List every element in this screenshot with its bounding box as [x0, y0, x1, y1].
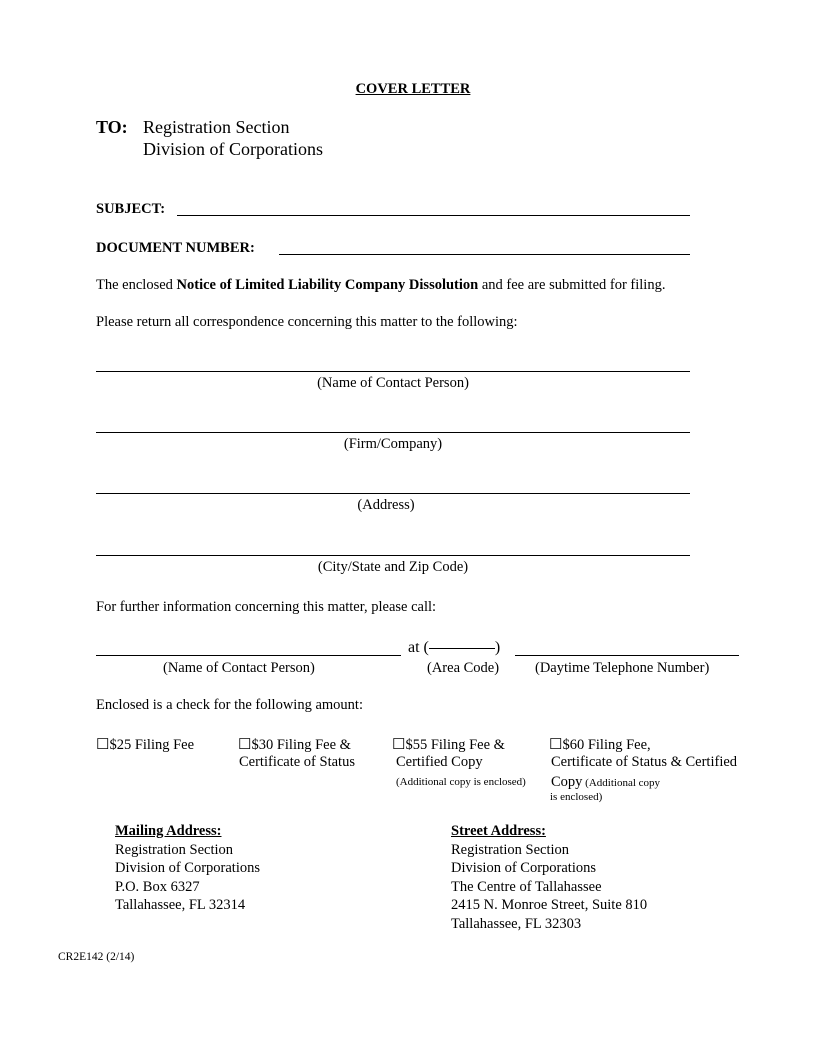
- area-code-caption: (Area Code): [427, 660, 500, 676]
- document-number-label: DOCUMENT NUMBER:: [96, 240, 255, 256]
- fee-option-label: $60 Filing Fee,: [562, 737, 651, 753]
- checkbox-icon[interactable]: ☐: [238, 737, 252, 753]
- document-number-field[interactable]: [279, 254, 690, 255]
- phone-contact-name-field[interactable]: [96, 655, 401, 656]
- address-field[interactable]: [96, 493, 690, 494]
- street-address-line: 2415 N. Monroe Street, Suite 810: [451, 897, 648, 913]
- to-line-1: Registration Section: [143, 117, 290, 137]
- street-address-line: The Centre of Tallahassee: [451, 878, 602, 895]
- fee-option-55-note: (Additional copy is enclosed): [396, 776, 526, 788]
- fee-option-60-line3: [551, 773, 660, 791]
- phone-intro: For further information concerning this matter, please call:: [96, 599, 437, 615]
- fee-option-30[interactable]: [238, 735, 351, 754]
- page-title: COVER LETTER: [355, 81, 471, 97]
- to-label: TO:: [96, 117, 128, 137]
- fee-option-label: $30 Filing Fee &: [251, 737, 351, 753]
- document-type: Notice of Limited Liability Company Dissolution: [176, 277, 479, 293]
- at-suffix: ): [494, 639, 501, 656]
- city-state-zip-field[interactable]: [96, 555, 690, 556]
- mailing-address-line: P.O. Box 6327: [115, 878, 200, 895]
- mailing-address-line: Tallahassee, FL 32314: [115, 897, 246, 913]
- mailing-address-line: Registration Section: [115, 841, 233, 858]
- firm-caption: (Firm/Company): [343, 436, 443, 452]
- fee-option-25[interactable]: [96, 735, 194, 754]
- firm-field[interactable]: [96, 432, 690, 433]
- return-instruction: Please return all correspondence concerning this matter to the following:: [96, 314, 518, 330]
- fee-option-label: $55 Filing Fee &: [405, 737, 505, 753]
- street-address: [451, 822, 647, 933]
- contact-name-caption: (Name of Contact Person): [317, 375, 469, 391]
- contact-name-field[interactable]: [96, 371, 690, 372]
- area-code-field[interactable]: [429, 648, 495, 649]
- enclosed-sentence: [96, 277, 665, 294]
- telephone-caption: (Daytime Telephone Number): [535, 660, 710, 676]
- street-address-heading: Street Address:: [451, 823, 546, 839]
- street-address-line: Tallahassee, FL 32303: [451, 915, 582, 932]
- fee-option-60-line2: Certificate of Status & Certified: [551, 754, 738, 770]
- enclosed-prefix: The enclosed: [96, 277, 177, 293]
- fee-option-55-line2: Certified Copy: [396, 754, 483, 770]
- street-address-line: Division of Corporations: [451, 860, 596, 876]
- mailing-address-line: Division of Corporations: [115, 860, 260, 876]
- subject-field[interactable]: [177, 215, 690, 216]
- checkbox-icon[interactable]: ☐: [96, 737, 110, 753]
- fee-option-30-line2: Certificate of Status: [239, 754, 355, 770]
- subject-label: SUBJECT:: [96, 201, 166, 217]
- mailing-address-heading: Mailing Address:: [115, 823, 222, 839]
- address-caption: (Address): [357, 497, 415, 513]
- fee-option-55[interactable]: [392, 735, 505, 754]
- additional-copy-note: (Additional copy: [582, 777, 661, 789]
- mailing-address: [115, 822, 260, 915]
- checkbox-icon[interactable]: ☐: [549, 737, 563, 753]
- copy-word: Copy: [551, 774, 583, 790]
- telephone-field[interactable]: [515, 655, 739, 656]
- checkbox-icon[interactable]: ☐: [392, 737, 406, 753]
- form-code: CR2E142 (2/14): [58, 951, 135, 963]
- street-address-line: Registration Section: [451, 841, 569, 858]
- fee-option-60-line4: is enclosed): [550, 791, 603, 803]
- phone-name-caption: (Name of Contact Person): [163, 660, 315, 676]
- fee-option-label: $25 Filing Fee: [109, 737, 195, 753]
- at-label: [408, 639, 500, 657]
- fee-option-60[interactable]: [549, 735, 651, 754]
- enclosed-suffix: and fee are submitted for filing.: [478, 277, 666, 293]
- at-prefix: at (: [408, 639, 429, 656]
- check-intro: Enclosed is a check for the following amount:: [96, 697, 363, 713]
- to-line-2: Division of Corporations: [143, 139, 323, 159]
- city-state-zip-caption: (City/State and Zip Code): [317, 559, 469, 575]
